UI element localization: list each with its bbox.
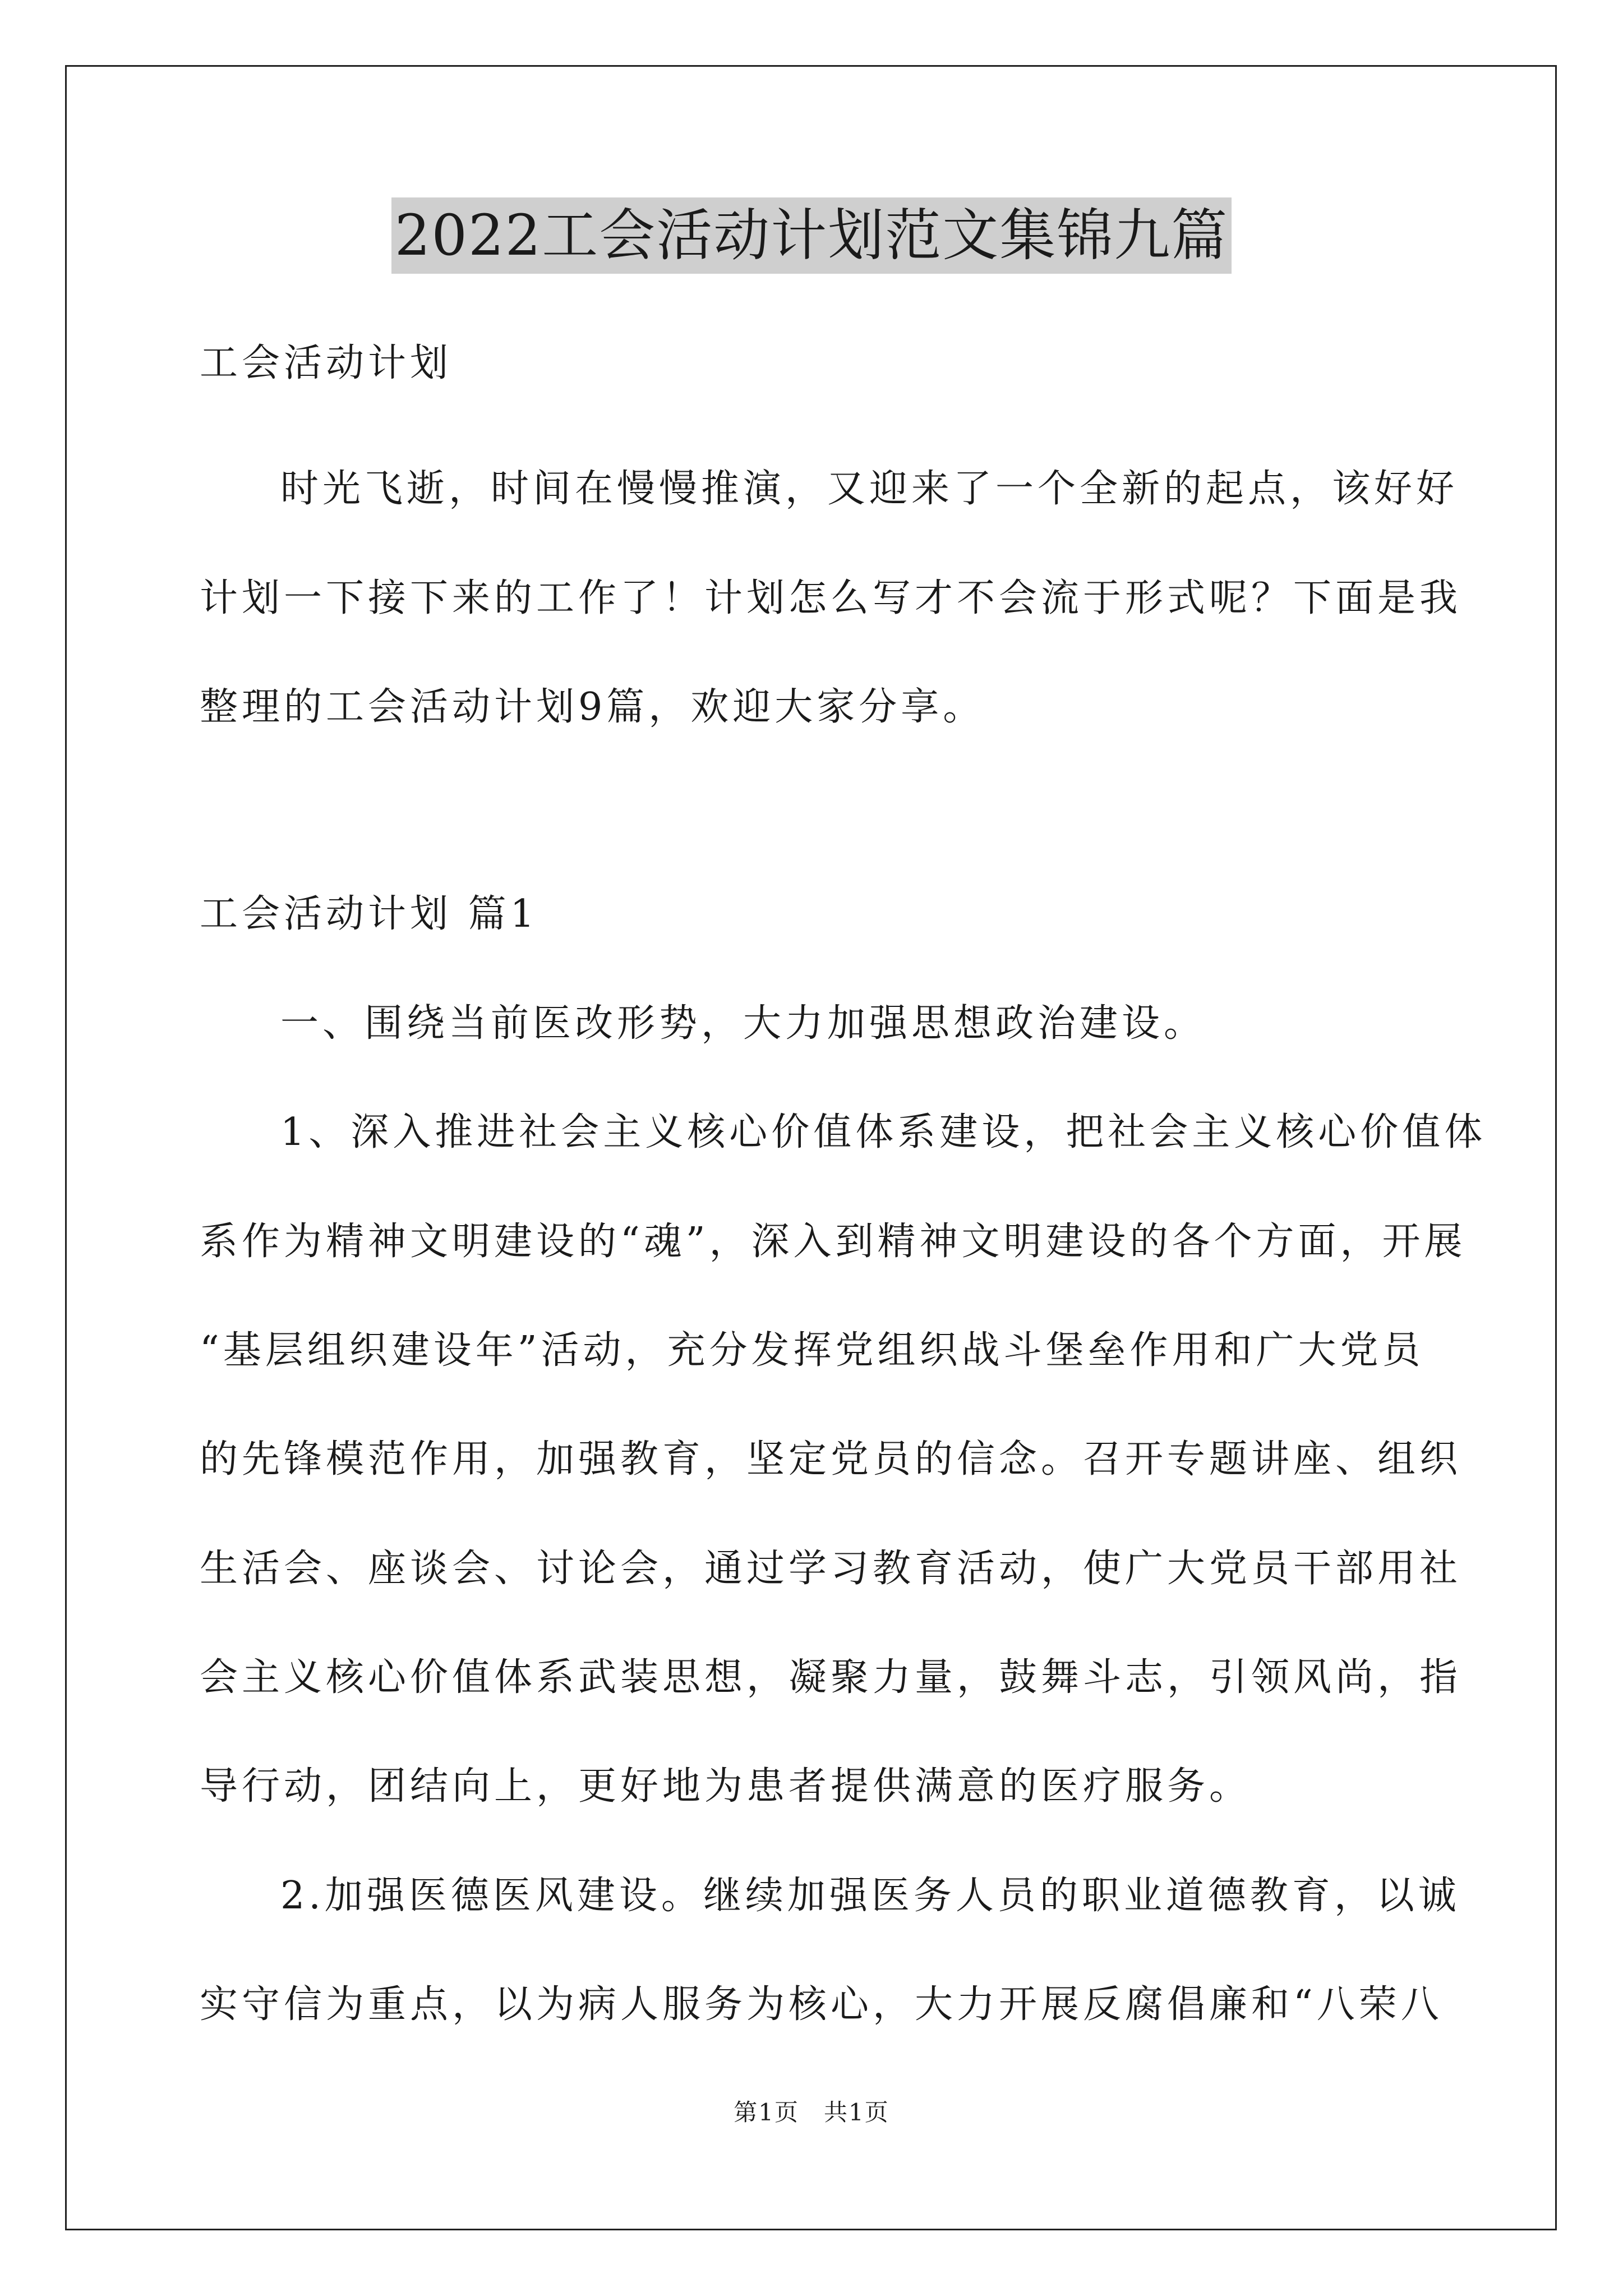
title-container bbox=[0, 197, 1623, 274]
paragraph-line: 系作为精神文明建设的“魂”，深入到精神文明建设的各个方面，开展 bbox=[200, 1220, 1467, 1264]
paragraph-line: 计划一下接下来的工作了！计划怎么写才不会流于形式呢？下面是我 bbox=[200, 576, 1462, 620]
paragraph-line: 整理的工会活动计划9篇，欢迎大家分享。 bbox=[200, 685, 985, 729]
section-heading: 工会活动计划 篇1 bbox=[200, 892, 538, 936]
paragraph-line: “基层组织建设年”活动，充分发挥党组织战斗堡垒作用和广大党员 bbox=[200, 1328, 1424, 1373]
document-title: 2022工会活动计划范文集锦九篇 bbox=[391, 197, 1232, 274]
paragraph-line: 1、深入推进社会主义核心价值体系建设，把社会主义核心价值体 bbox=[280, 1110, 1487, 1154]
paragraph-line: 一、围绕当前医改形势，大力加强思想政治建设。 bbox=[280, 1001, 1206, 1046]
paragraph-line: 会主义核心价值体系武装思想，凝聚力量，鼓舞斗志，引领风尚，指 bbox=[200, 1655, 1462, 1700]
page-footer: 第1页 共1页 bbox=[734, 2099, 889, 2126]
paragraph-line: 2.加强医德医风建设。继续加强医务人员的职业道德教育，以诚 bbox=[280, 1874, 1460, 1918]
paragraph-line: 的先锋模范作用，加强教育，坚定党员的信念。召开专题讲座、组织 bbox=[200, 1437, 1462, 1481]
paragraph-line: 时光飞逝，时间在慢慢推演，又迎来了一个全新的起点，该好好 bbox=[280, 467, 1459, 511]
paragraph-line: 导行动，团结向上，更好地为患者提供满意的医疗服务。 bbox=[200, 1764, 1252, 1809]
paragraph-line: 生活会、座谈会、讨论会，通过学习教育活动，使广大党员干部用社 bbox=[200, 1547, 1462, 1591]
section-heading: 工会活动计划 bbox=[200, 341, 453, 385]
paragraph-line: 实守信为重点，以为病人服务为核心，大力开展反腐倡廉和“八荣八 bbox=[200, 1982, 1443, 2027]
